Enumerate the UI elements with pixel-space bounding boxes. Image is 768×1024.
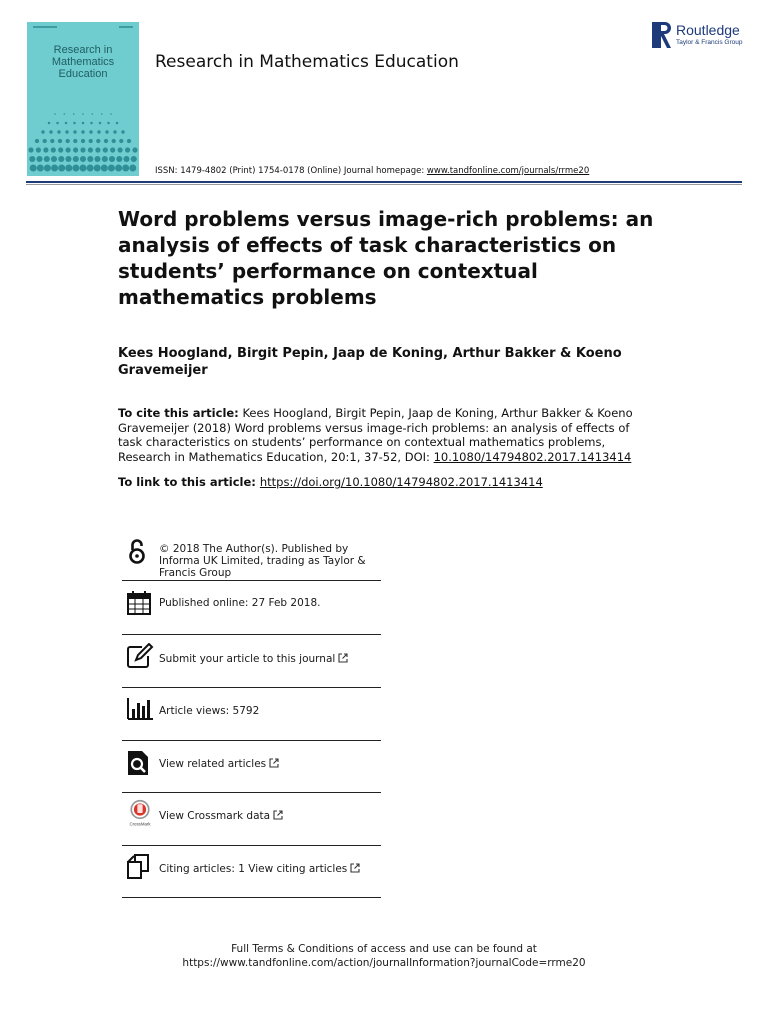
external-link-icon	[273, 810, 283, 820]
header-divider-thin	[26, 184, 742, 185]
article-doi-url-link[interactable]: https://doi.org/10.1080/14794802.2017.1413414	[259, 475, 543, 489]
link-label: To link to this article:	[118, 475, 260, 489]
published-row	[122, 581, 381, 635]
cover-dot	[28, 147, 33, 152]
footer-terms-url[interactable]: https://www.tandfonline.com/action/journalInformation?journalCode=rrme20	[182, 957, 586, 969]
open-access-icon	[126, 538, 154, 566]
cover-dot	[65, 165, 72, 172]
cover-dot	[87, 156, 93, 162]
submit-row[interactable]	[122, 635, 381, 688]
cover-dot	[89, 139, 93, 143]
crossmark-icon	[126, 799, 154, 827]
article-views-text: Article views: 5792	[159, 705, 260, 717]
cover-dot	[58, 147, 63, 152]
cover-dot	[80, 165, 87, 172]
cover-dot	[96, 139, 100, 143]
cover-dot	[51, 156, 57, 162]
cover-dot	[110, 147, 115, 152]
cover-dot	[73, 147, 78, 152]
cover-dot	[116, 122, 119, 125]
publisher-subname: Taylor & Francis Group	[676, 39, 743, 46]
journal-name[interactable]: Research in Mathematics Education	[155, 52, 459, 72]
cover-dot	[43, 139, 47, 143]
cover-dot	[104, 139, 108, 143]
cover-dot	[48, 122, 51, 125]
cover-dot	[92, 113, 94, 115]
article-info-list	[122, 532, 381, 898]
issn-line	[155, 166, 589, 176]
cover-dot	[108, 165, 115, 172]
crossmark-icon-label: CrossMark	[129, 821, 151, 827]
cover-dot	[80, 147, 85, 152]
routledge-logo-icon	[652, 22, 672, 48]
related-articles-search-icon	[126, 749, 154, 777]
footer-terms-line: Full Terms & Conditions of access and use can be found at	[231, 943, 537, 955]
cover-dot	[41, 130, 44, 133]
issn-text: ISSN: 1479-4802 (Print) 1754-0178 (Online) Journal homepage:	[155, 166, 427, 176]
cover-dot	[44, 165, 51, 172]
cover-dot	[110, 113, 112, 115]
cover-dot	[123, 156, 129, 162]
cover-dot	[89, 130, 92, 133]
cover-dot	[95, 147, 100, 152]
external-link-icon	[350, 863, 360, 873]
cover-dot	[122, 165, 129, 172]
cover-dot	[30, 165, 37, 172]
link-line	[118, 475, 678, 489]
cover-dot	[101, 165, 108, 172]
cover-dot	[94, 165, 101, 172]
journal-homepage-link[interactable]: www.tandfonline.com/journals/rrme20	[426, 166, 590, 176]
publisher-name: Routledge	[676, 22, 740, 38]
cover-dot	[82, 113, 84, 115]
citation-block	[118, 406, 648, 464]
cover-dot	[66, 147, 71, 152]
open-access-row	[122, 532, 381, 581]
related-articles-link[interactable]	[159, 758, 381, 770]
cover-dot	[73, 113, 75, 115]
cite-text: Kees Hoogland, Birgit Pepin, Jaap de Koning, Arthur Bakker & Koeno Gravemeijer (2018) Word problems versus image-rich problems: an analysis of effects of task characteristics on students’ performance on contextual mathematics problems, Research in Mathematics Education, 20:1, 37-52, DOI:	[118, 406, 633, 464]
cover-dot	[94, 156, 100, 162]
cover-dot	[118, 147, 123, 152]
cover-dot	[64, 113, 66, 115]
published-online-text: Published online: 27 Feb 2018.	[159, 597, 321, 609]
publisher-brand[interactable]	[652, 20, 752, 50]
cover-dot	[73, 139, 77, 143]
cover-dot	[66, 139, 70, 143]
cover-dot	[115, 165, 122, 172]
cover-dot	[112, 139, 116, 143]
citing-row[interactable]	[122, 846, 381, 898]
cover-dot	[43, 147, 48, 152]
cover-dot	[102, 156, 108, 162]
doi-link[interactable]: 10.1080/14794802.2017.1413414	[433, 449, 632, 464]
cover-dot	[81, 130, 84, 133]
cover-dot	[87, 165, 94, 172]
footer	[0, 942, 768, 970]
cover-dot	[51, 147, 56, 152]
cover-dot	[97, 130, 100, 133]
related-articles-label: View related articles	[159, 758, 267, 770]
related-row[interactable]	[122, 741, 381, 793]
citing-articles-link[interactable]	[159, 863, 381, 875]
cover-dot	[107, 122, 110, 125]
cover-dot	[105, 130, 108, 133]
cover-dot	[37, 165, 44, 172]
crossmark-row[interactable]	[122, 793, 381, 846]
header-divider	[26, 181, 742, 183]
cover-dot	[51, 165, 58, 172]
cover-dot	[44, 156, 50, 162]
edit-icon	[126, 643, 154, 671]
cover-dot	[132, 147, 137, 152]
cover-dot	[119, 139, 123, 143]
cover-dot	[116, 156, 122, 162]
cover-dot	[58, 165, 65, 172]
cover-dot	[49, 130, 52, 133]
crossmark-link[interactable]	[159, 810, 381, 822]
cover-dot	[29, 156, 35, 162]
citing-articles-label: Citing articles: 1 View citing articles	[159, 863, 348, 875]
cover-dot	[54, 113, 56, 115]
cite-label: To cite this article:	[118, 406, 239, 420]
cover-dot	[129, 165, 136, 172]
submit-article-link[interactable]	[159, 653, 381, 665]
crossmark-label: View Crossmark data	[159, 810, 271, 822]
cover-dot	[125, 147, 130, 152]
cover-dot	[57, 130, 60, 133]
external-link-icon	[338, 653, 348, 663]
journal-cover	[27, 22, 139, 176]
cover-dot	[73, 156, 79, 162]
cover-dot	[65, 122, 68, 125]
cover-dot	[50, 139, 54, 143]
cover-dot	[99, 122, 102, 125]
cover-dot	[65, 130, 68, 133]
cover-dot	[101, 113, 103, 115]
cover-dot	[109, 156, 115, 162]
cover-dot	[36, 156, 42, 162]
cover-dot	[36, 147, 41, 152]
cover-dot	[56, 122, 59, 125]
cover-dot	[103, 147, 108, 152]
external-link-icon	[269, 758, 279, 768]
cover-dot-pattern	[27, 22, 139, 176]
cover-dot	[72, 165, 79, 172]
cover-dot	[35, 139, 39, 143]
submit-article-label: Submit your article to this journal	[159, 653, 336, 665]
cover-dot	[81, 139, 85, 143]
cover-dot	[58, 156, 64, 162]
cover-dot	[127, 139, 131, 143]
views-row	[122, 688, 381, 741]
cover-dot	[58, 139, 62, 143]
cover-title: Research in Mathematics Education	[51, 44, 115, 80]
copyright-text: © 2018 The Author(s). Published by Informa UK Limited, trading as Taylor & Francis Group	[159, 543, 366, 579]
cover-dot	[90, 122, 93, 125]
cover-dot	[121, 130, 124, 133]
cover-dot	[65, 156, 71, 162]
bar-chart-icon	[126, 695, 154, 723]
citing-articles-icon	[126, 853, 154, 881]
cover-dot	[80, 156, 86, 162]
cover-dot	[113, 130, 116, 133]
calendar-icon	[126, 589, 154, 617]
cover-dot	[131, 156, 137, 162]
cover-dot	[88, 147, 93, 152]
article-authors[interactable]: Kees Hoogland, Birgit Pepin, Jaap de Koning, Arthur Bakker & Koeno Gravemeijer	[118, 346, 622, 378]
cover-dot	[73, 130, 76, 133]
cover-dot	[82, 122, 85, 125]
cover-dot	[73, 122, 76, 125]
article-title: Word problems versus image-rich problems: an analysis of effects of task characteristics on students’ performance on contextual mathematics problems	[118, 207, 654, 309]
